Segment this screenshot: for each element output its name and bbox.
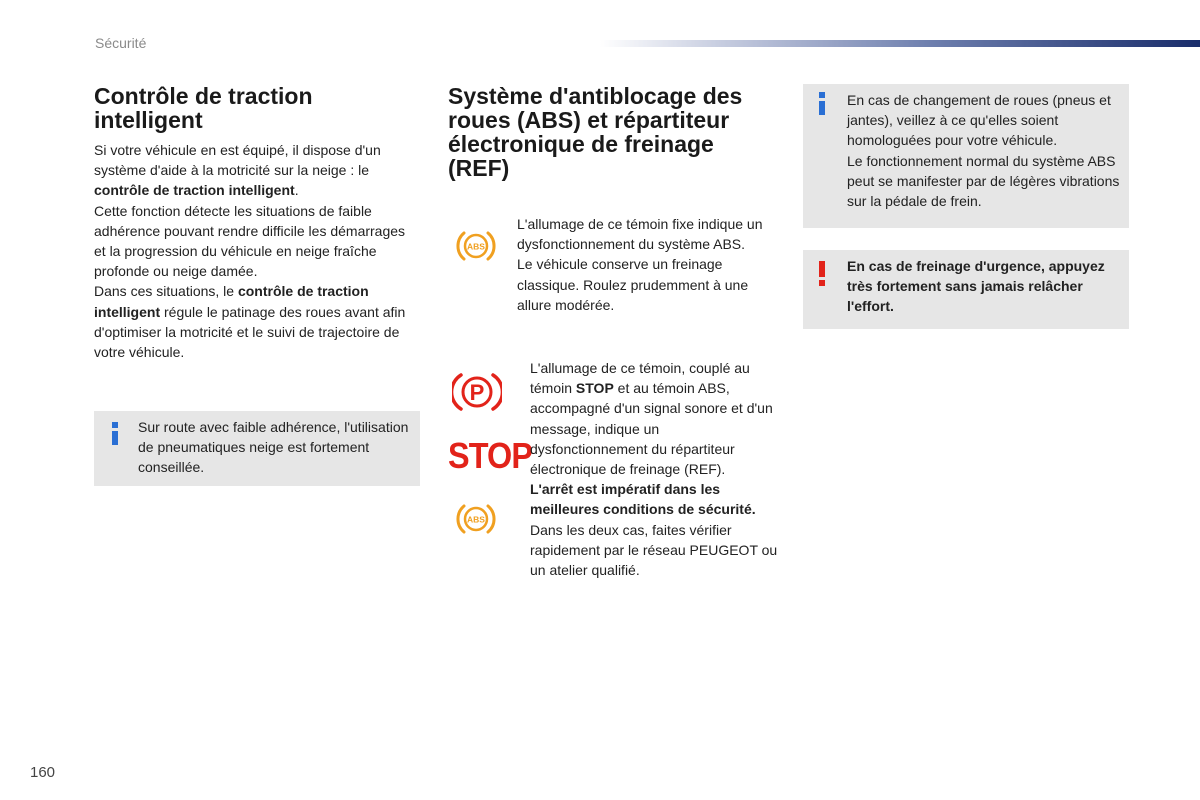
abs-warning-icon [456,501,496,537]
abs-ref-title: Système d'antiblocage des roues (ABS) et répartiteur électronique de freinage (REF) [448,83,743,181]
info-icon [818,92,828,116]
section-label: Sécurité [95,35,147,51]
wheel-change-info-box [803,84,1129,228]
svg-text:ABS: ABS [467,241,485,252]
abs-fault-block: L'allumage de ce témoin fixe indique un dysfonctionnement du système ABS. Le véhicule conserve un freinage classique. Roulez prudemment à une allure modérée. [517,216,763,313]
wheel-change-info-text: En cas de changement de roues (pneus et jantes), veillez à ce qu'elles soient homologuées pour votre véhicule. Le fonctionnement normal du système ABS peut se manifester par de légères vibrations sur la pédale de frein. [847,92,1120,210]
ref-fault-block: L'allumage de ce témoin, couplé au témoin STOP et au témoin ABS, accompagné d'un signal sonore et d'un message, indique un dysfonctionnement du répartiteur électronique de freinage (REF). L'arrêt est impératif dans les meilleures conditions de sécurité. Dans les deux cas, faites vérifier rapidement par le réseau PEUGEOT ou un atelier qualifié. [530,358,780,580]
snow-tyres-info-box [94,411,420,486]
traction-paragraph-3: Dans ces situations, le contrôle de traction intelligent régule le patinage des roues avant afin d'optimiser la motricité et le suivi de trajectoire de votre véhicule. [94,283,406,361]
traction-control-title: Contrôle de traction intelligent [94,83,313,133]
snow-tyres-info-text: Sur route avec faible adhérence, l'utilisation de pneumatiques neige est fortement conseillée. [138,419,409,476]
svg-text:ABS: ABS [467,514,485,525]
warning-exclamation-icon [817,261,827,287]
info-icon [111,422,121,446]
check-advice: Dans les deux cas, faites vérifier rapidement par le réseau PEUGEOT ou un atelier qualifié. [530,521,778,579]
page-number: 160 [30,764,56,781]
abs-warning-icon [456,228,496,264]
stop-imperative-warning: L'arrêt est impératif dans les meilleures conditions de sécurité. [530,481,756,518]
stop-warning-icon: STOP [448,435,533,476]
traction-paragraph-1: Si votre véhicule en est équipé, il dispose d'un système d'aide à la motricité sur la neige : le contrôle de traction intelligent. [94,142,381,199]
header-gradient-bar [600,40,1200,47]
traction-paragraph-2: Cette fonction détecte les situations de faible adhérence pouvant rendre difficile les démarrages et la progression du véhicule en neige fraîche profonde ou neige damée. [94,202,406,280]
brake-warning-icon [452,370,502,414]
svg-text:P: P [469,380,485,405]
emergency-braking-warning-box [803,250,1129,329]
traction-control-body [94,140,416,362]
emergency-braking-warning-text: En cas de freinage d'urgence, appuyez très fortement sans jamais relâcher l'effort. [847,258,1105,315]
